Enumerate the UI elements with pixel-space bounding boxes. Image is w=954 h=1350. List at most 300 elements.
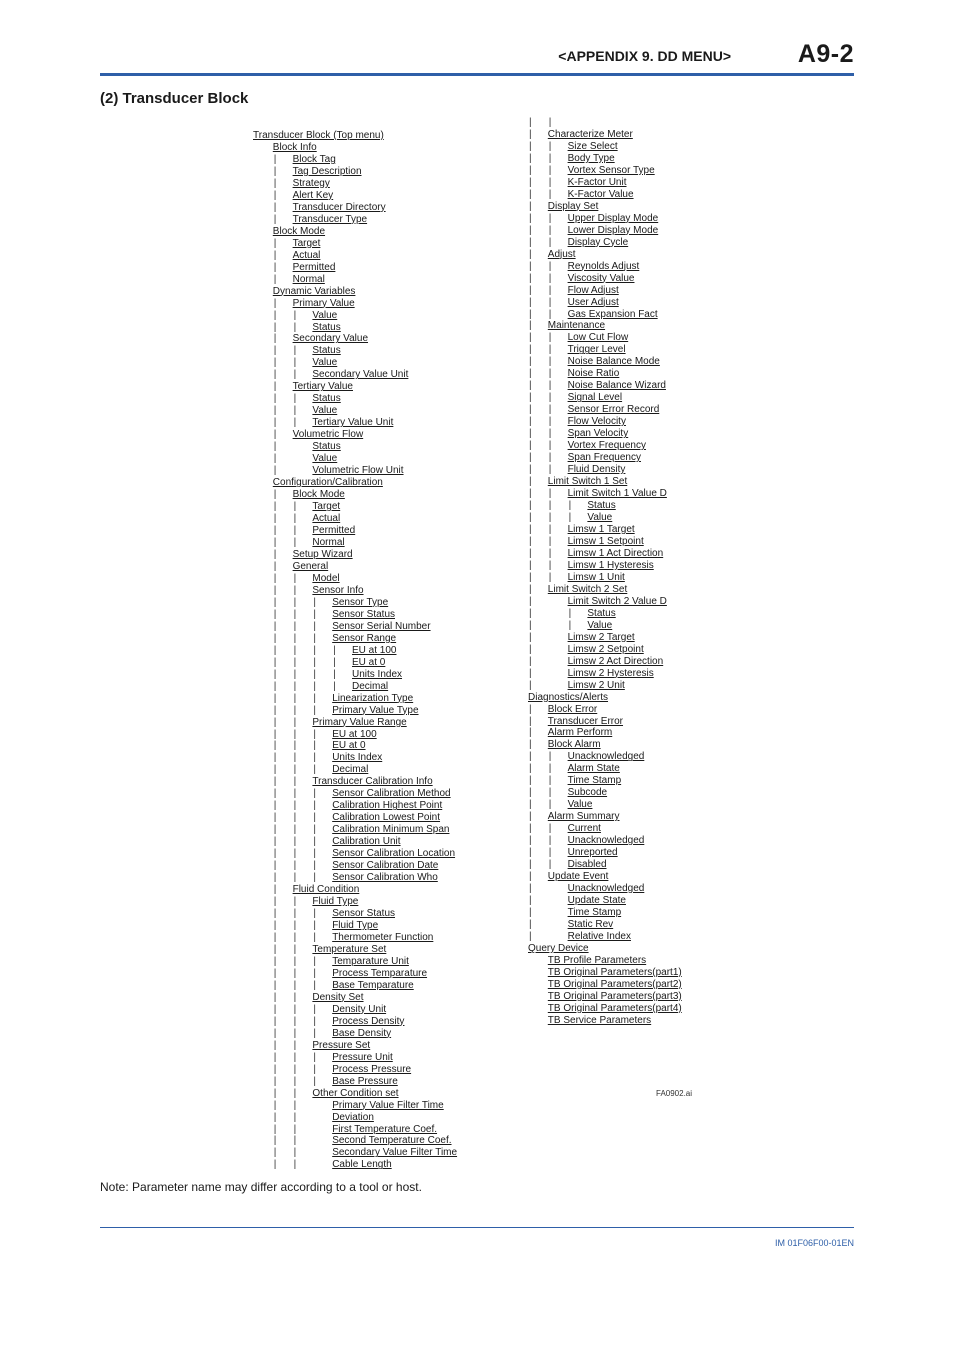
- tree-connector-line: |: [529, 296, 532, 308]
- menu-item-label: Limsw 2 Hysteresis: [567, 667, 654, 679]
- menu-item-label: Setup Wizard: [292, 548, 353, 560]
- tree-connector-line: |: [273, 501, 277, 513]
- tree-connector-line: |: [529, 117, 532, 128]
- menu-tree-item: [528, 692, 728, 704]
- tree-connector-line: |: [293, 836, 297, 848]
- tree-connector-line: |: [293, 656, 297, 668]
- menu-item-label: Alarm Summary: [547, 811, 620, 823]
- menu-item-label: Limsw 1 Act Direction: [567, 547, 664, 559]
- tree-connector-line: |: [293, 955, 297, 967]
- tree-connector-line: |: [273, 213, 277, 225]
- menu-tree-item: [528, 704, 728, 716]
- menu-item-label: Pressure Set: [312, 1039, 371, 1051]
- menu-item-label: Sensor Status: [332, 608, 395, 620]
- tree-connector-line: |: [548, 152, 552, 164]
- tree-connector-line: |: [273, 1099, 277, 1111]
- tree-connector-line: |: [529, 200, 532, 212]
- menu-item-label: Calibration Minimum Span: [332, 824, 450, 836]
- menu-item-label: Display Set: [547, 200, 599, 212]
- menu-tree-item: [253, 729, 523, 741]
- tree-connector-line: |: [293, 1003, 297, 1015]
- menu-tree-item: [528, 141, 728, 153]
- tree-connector-line: |: [273, 608, 277, 620]
- menu-tree-item: [253, 405, 523, 417]
- menu-item-label: Block Error: [547, 703, 598, 715]
- tree-connector-line: |: [293, 536, 297, 548]
- tree-connector-line: |: [273, 752, 277, 764]
- tree-connector-line: |: [293, 860, 297, 872]
- tree-connector-line: |: [529, 284, 532, 296]
- tree-connector-line: |: [293, 345, 297, 357]
- menu-item-label: Sensor Calibration Date: [332, 860, 439, 872]
- tree-connector-line: |: [529, 224, 532, 236]
- tree-connector-line: |: [529, 500, 532, 512]
- tree-connector-line: |: [273, 776, 277, 788]
- menu-item-label: Vortex Sensor Type: [567, 164, 655, 176]
- tree-connector-line: |: [529, 559, 532, 571]
- tree-connector-line: |: [273, 560, 277, 572]
- menu-tree-item: [528, 931, 728, 943]
- tree-connector-line: |: [313, 1027, 316, 1039]
- menu-tree-item: [253, 549, 523, 561]
- tree-connector-line: |: [529, 272, 532, 284]
- tree-connector-line: |: [529, 883, 532, 895]
- tree-connector-line: |: [293, 908, 297, 920]
- menu-item-label: Limit Switch 2 Set: [547, 583, 628, 595]
- tree-connector-line: |: [529, 380, 532, 392]
- tree-connector-line: |: [273, 1039, 277, 1051]
- menu-tree-item: [253, 657, 523, 669]
- menu-tree-item: [253, 393, 523, 405]
- tree-connector-line: |: [529, 871, 532, 883]
- menu-tree-item: [253, 1135, 523, 1147]
- menu-item-label: Upper Display Mode: [567, 212, 659, 224]
- header-title: <APPENDIX 9. DD MENU>: [558, 48, 731, 64]
- menu-item-label: Sensor Type: [332, 596, 389, 608]
- tree-connector-line: |: [529, 703, 532, 715]
- menu-item-label: Sensor Status: [332, 908, 395, 920]
- tree-connector-line: |: [293, 1051, 297, 1063]
- tree-connector-line: |: [273, 345, 277, 357]
- tree-connector-line: |: [529, 918, 532, 930]
- tree-connector-line: |: [548, 775, 552, 787]
- tree-connector-line: |: [313, 1063, 316, 1075]
- menu-tree-item: [528, 201, 728, 213]
- menu-tree-item: [253, 345, 523, 357]
- menu-tree-item: [253, 717, 523, 729]
- menu-tree-item: [253, 740, 523, 752]
- tree-connector-line: |: [273, 644, 277, 656]
- tree-connector-line: |: [293, 800, 297, 812]
- tree-connector-line: |: [273, 632, 277, 644]
- menu-tree-item: [253, 836, 523, 848]
- tree-connector-line: |: [529, 464, 532, 476]
- tree-connector-line: |: [273, 441, 277, 453]
- menu-item-label: Static Rev: [567, 918, 614, 930]
- tree-connector-line: |: [273, 429, 277, 441]
- menu-tree-item: [528, 739, 728, 751]
- tree-connector-line: |: [273, 201, 277, 213]
- menu-tree-item: [253, 1112, 523, 1124]
- menu-item-label: EU at 100: [332, 728, 377, 740]
- menu-tree-item: [253, 681, 523, 693]
- menu-item-label: Tertiary Value: [292, 381, 353, 393]
- tree-connector-line: |: [529, 727, 532, 739]
- tree-connector-line: |: [273, 1027, 277, 1039]
- menu-tree-item: [253, 920, 523, 932]
- menu-tree-item: [253, 1016, 523, 1028]
- tree-connector-line: |: [273, 357, 277, 369]
- tree-connector-line: |: [293, 812, 297, 824]
- menu-tree-item: [528, 979, 728, 991]
- tree-connector-line: |: [313, 872, 316, 884]
- tree-connector-line: |: [313, 824, 316, 836]
- menu-item-label: Limsw 1 Unit: [567, 571, 625, 583]
- menu-tree-item: [528, 608, 728, 620]
- menu-tree-item: [253, 1159, 523, 1171]
- menu-item-label: Units Index: [332, 752, 383, 764]
- menu-tree-item: [253, 357, 523, 369]
- tree-connector-line: |: [273, 680, 277, 692]
- tree-connector-line: |: [273, 153, 277, 165]
- menu-item-label: Limit Switch 1 Set: [547, 476, 628, 488]
- tree-connector-line: |: [529, 595, 532, 607]
- menu-tree-item: [528, 464, 728, 476]
- tree-connector-line: |: [313, 1051, 316, 1063]
- menu-item-label: EU at 0: [332, 740, 366, 752]
- tree-connector-line: |: [293, 728, 297, 740]
- menu-item-label: Temperature Set: [312, 943, 387, 955]
- tree-connector-line: |: [529, 356, 532, 368]
- menu-tree-item: [253, 1088, 523, 1100]
- tree-connector-line: |: [548, 751, 552, 763]
- menu-item-label: Volumetric Flow Unit: [312, 465, 404, 477]
- menu-item-label: Status: [312, 393, 341, 405]
- tree-connector-line: |: [293, 896, 297, 908]
- tree-connector-line: |: [273, 189, 277, 201]
- menu-tree-item: [528, 536, 728, 548]
- tree-connector-line: |: [548, 464, 552, 476]
- tree-connector-line: |: [293, 572, 297, 584]
- menu-item-label: Fluid Type: [332, 920, 379, 932]
- menu-item-label: Alarm Perform: [547, 727, 613, 739]
- menu-tree-item: [528, 751, 728, 763]
- menu-item-label: Cable Length: [332, 1159, 392, 1171]
- tree-connector-line: |: [529, 655, 532, 667]
- menu-tree-item: [253, 142, 523, 154]
- menu-item-label: Value: [312, 309, 338, 321]
- tree-connector-line: |: [293, 393, 297, 405]
- tree-connector-line: |: [273, 1123, 277, 1135]
- figure-id: FA0902.ai: [656, 1089, 693, 1098]
- tree-connector-line: |: [293, 680, 297, 692]
- menu-tree-item: [253, 633, 523, 645]
- tree-connector-line: |: [529, 368, 532, 380]
- tree-connector-line: |: [273, 297, 277, 309]
- tree-connector-line: |: [273, 788, 277, 800]
- tree-connector-line: |: [313, 656, 316, 668]
- menu-tree-item: [528, 548, 728, 560]
- tree-connector-line: |: [273, 261, 277, 273]
- tree-connector-line: |: [273, 848, 277, 860]
- tree-connector-line: |: [529, 751, 532, 763]
- tree-connector-line: |: [293, 417, 297, 429]
- tree-connector-line: |: [313, 680, 316, 692]
- section-title: (2) Transducer Block: [100, 90, 249, 107]
- menu-item-label: Unreported: [567, 847, 618, 859]
- tree-connector-line: |: [529, 440, 532, 452]
- menu-tree-item: [528, 524, 728, 536]
- tree-connector-line: |: [293, 596, 297, 608]
- tree-connector-line: |: [273, 668, 277, 680]
- tree-connector-line: |: [293, 321, 297, 333]
- tree-connector-line: |: [273, 309, 277, 321]
- tree-connector-line: |: [273, 920, 277, 932]
- menu-item-label: Disabled: [567, 859, 607, 871]
- tree-connector-line: |: [273, 955, 277, 967]
- menu-item-label: Actual: [312, 513, 341, 525]
- tree-connector-line: |: [548, 260, 552, 272]
- menu-item-label: Limsw 1 Hysteresis: [567, 559, 654, 571]
- tree-connector-line: |: [293, 991, 297, 1003]
- menu-tree-item: [253, 537, 523, 549]
- tree-connector-line: |: [548, 416, 552, 428]
- menu-item-label: Status: [587, 607, 616, 619]
- menu-item-label: Linearization Type: [332, 692, 414, 704]
- menu-item-label: Value: [312, 357, 338, 369]
- menu-tree-item: [253, 956, 523, 968]
- tree-connector-line: |: [273, 740, 277, 752]
- menu-item-label: Base Temparature: [332, 979, 414, 991]
- menu-tree-item: [528, 656, 728, 668]
- menu-tree-item: [253, 274, 523, 286]
- tree-connector-line: |: [548, 117, 552, 128]
- menu-item-label: Size Select: [567, 140, 618, 152]
- tree-connector-line: |: [273, 884, 277, 896]
- menu-item-label: Other Condition set: [312, 1087, 399, 1099]
- tree-connector-line: |: [273, 393, 277, 405]
- menu-item-label: Density Set: [312, 991, 364, 1003]
- tree-connector-line: |: [273, 1003, 277, 1015]
- tree-connector-line: |: [293, 872, 297, 884]
- tree-connector-line: |: [293, 824, 297, 836]
- menu-tree-item: [528, 273, 728, 285]
- tree-connector-line: |: [273, 596, 277, 608]
- tree-connector-line: |: [293, 608, 297, 620]
- tree-connector-line: |: [273, 548, 277, 560]
- menu-tree-item: [528, 392, 728, 404]
- tree-connector-line: |: [529, 787, 532, 799]
- tree-connector-line: |: [529, 476, 532, 488]
- menu-tree-item: [528, 356, 728, 368]
- tree-connector-line: |: [529, 308, 532, 320]
- menu-item-label: Span Velocity: [567, 428, 629, 440]
- tree-connector-line: |: [529, 583, 532, 595]
- tree-connector-line: |: [273, 908, 277, 920]
- menu-tree-item: [528, 716, 728, 728]
- tree-connector-line: |: [548, 571, 552, 583]
- menu-item-label: Sensor Error Record: [567, 404, 660, 416]
- menu-tree-item: [253, 764, 523, 776]
- tree-connector-line: |: [313, 692, 316, 704]
- menu-item-label: Limsw 2 Unit: [567, 679, 625, 691]
- menu-tree-item: [528, 320, 728, 332]
- tree-connector-line: |: [548, 835, 552, 847]
- menu-tree-item: [528, 763, 728, 775]
- tree-connector-line: |: [293, 1099, 297, 1111]
- menu-item-label: Adjust: [547, 248, 576, 260]
- menu-item-label: Noise Balance Mode: [567, 356, 660, 368]
- menu-tree-item: [528, 309, 728, 321]
- tree-connector-line: |: [548, 452, 552, 464]
- note: Note: Parameter name may differ according to a tool or host.: [100, 1180, 422, 1194]
- menu-item-label: Transducer Block (Top menu): [253, 130, 384, 141]
- tree-connector-line: |: [293, 632, 297, 644]
- tree-connector-line: |: [548, 547, 552, 559]
- tree-connector-line: |: [548, 488, 552, 500]
- tree-connector-line: |: [293, 692, 297, 704]
- menu-item-label: Block Tag: [292, 153, 336, 165]
- menu-tree-item: [528, 799, 728, 811]
- tree-connector-line: |: [529, 152, 532, 164]
- tree-connector-line: |: [529, 140, 532, 152]
- tree-connector-line: |: [529, 835, 532, 847]
- menu-item-label: Value: [312, 405, 338, 417]
- menu-tree-item: [253, 800, 523, 812]
- menu-item-label: Span Frequency: [567, 452, 641, 464]
- menu-tree-item: [253, 417, 523, 429]
- tree-connector-line: |: [548, 308, 552, 320]
- menu-tree-item: [253, 1076, 523, 1088]
- tree-connector-line: |: [273, 872, 277, 884]
- menu-item-label: Tag Description: [292, 165, 362, 177]
- tree-connector-line: |: [313, 955, 316, 967]
- menu-item-label: Limsw 1 Setpoint: [567, 535, 644, 547]
- menu-item-label: Sensor Calibration Location: [332, 848, 456, 860]
- tree-connector-line: |: [273, 1147, 277, 1159]
- tree-connector-line: |: [293, 776, 297, 788]
- tree-connector-line: |: [273, 1063, 277, 1075]
- menu-tree-item: [528, 416, 728, 428]
- menu-item-label: Sensor Calibration Method: [332, 788, 451, 800]
- menu-item-label: Model: [312, 572, 340, 584]
- tree-connector-line: |: [313, 596, 316, 608]
- menu-tree-item: [253, 286, 523, 298]
- menu-tree-item: [253, 896, 523, 908]
- menu-item-label: Lower Display Mode: [567, 224, 659, 236]
- tree-connector-line: |: [293, 405, 297, 417]
- menu-item-label: Target: [312, 501, 341, 513]
- tree-connector-line: |: [273, 812, 277, 824]
- menu-item-label: Reynolds Adjust: [567, 260, 640, 272]
- menu-tree-item: [528, 500, 728, 512]
- tree-connector-line: |: [548, 859, 552, 871]
- menu-tree-item: [528, 596, 728, 608]
- tree-connector-line: |: [529, 547, 532, 559]
- menu-item-label: Display Cycle: [567, 236, 629, 248]
- menu-item-label: Base Pressure: [332, 1075, 398, 1087]
- tree-connector-line: |: [273, 943, 277, 955]
- menu-item-label: Tertiary Value Unit: [312, 417, 394, 429]
- menu-item-label: Transducer Type: [292, 213, 368, 225]
- tree-connector-line: |: [273, 1111, 277, 1123]
- menu-tree-item: [253, 166, 523, 178]
- menu-tree-item: [528, 213, 728, 225]
- menu-tree-item: [253, 573, 523, 585]
- tree-connector-line: |: [293, 1027, 297, 1039]
- menu-item-label: Unacknowledged: [567, 883, 645, 895]
- tree-connector-line: |: [313, 764, 316, 776]
- tree-connector-line: |: [529, 895, 532, 907]
- menu-tree-item: [253, 1052, 523, 1064]
- menu-item-label: TB Original Parameters(part1): [547, 966, 682, 978]
- tree-connector-line: |: [313, 800, 316, 812]
- tree-connector-line: |: [548, 428, 552, 440]
- tree-connector-line: |: [273, 991, 277, 1003]
- menu-item-label: Value: [567, 799, 593, 811]
- menu-item-label: Flow Velocity: [567, 416, 626, 428]
- tree-connector-line: |: [529, 823, 532, 835]
- menu-tree-item: [253, 178, 523, 190]
- tree-connector-line: |: [273, 249, 277, 261]
- tree-connector-line: |: [529, 404, 532, 416]
- tree-connector-line: |: [273, 979, 277, 991]
- menu-tree-item: [528, 428, 728, 440]
- tree-connector-line: |: [548, 500, 552, 512]
- menu-tree-item: [528, 967, 728, 979]
- menu-tree-item: [528, 297, 728, 309]
- tree-connector-line: |: [548, 296, 552, 308]
- tree-connector-line: |: [273, 896, 277, 908]
- tree-connector-line: |: [273, 704, 277, 716]
- tree-connector-line: |: [273, 525, 277, 536]
- menu-tree-item: [253, 1147, 523, 1159]
- menu-tree-item: [528, 859, 728, 871]
- tree-connector-line: |: [293, 967, 297, 979]
- tree-connector-line: |: [273, 860, 277, 872]
- menu-item-label: Time Stamp: [567, 775, 622, 787]
- tree-connector-line: |: [529, 811, 532, 823]
- menu-item-label: Fluid Condition: [292, 884, 360, 896]
- menu-tree-item: [528, 368, 728, 380]
- menu-tree-item: [528, 644, 728, 656]
- tree-connector-line: |: [313, 979, 316, 991]
- tree-connector-line: |: [273, 1135, 277, 1147]
- menu-item-label: Actual: [292, 249, 321, 261]
- menu-tree-item: [528, 1015, 728, 1027]
- tree-connector-line: |: [293, 1147, 297, 1159]
- tree-connector-line: |: [548, 512, 552, 523]
- menu-tree-item: [253, 501, 523, 513]
- menu-tree-item: [528, 907, 728, 919]
- menu-item-label: Status: [312, 345, 341, 357]
- menu-item-label: Fluid Density: [567, 464, 626, 476]
- tree-connector-line: |: [293, 369, 297, 381]
- menu-tree-item: [253, 609, 523, 621]
- menu-tree-item: [253, 250, 523, 262]
- menu-item-label: EU at 100: [352, 644, 397, 656]
- tree-connector-line: |: [529, 667, 532, 679]
- menu-item-label: Block Info: [272, 141, 317, 153]
- tree-connector-line: |: [548, 272, 552, 284]
- menu-tree-item: [253, 333, 523, 345]
- menu-item-label: Status: [312, 441, 341, 453]
- menu-item-label: Block Mode: [272, 225, 326, 237]
- tree-connector-line: |: [273, 692, 277, 704]
- menu-tree-item: [528, 117, 728, 129]
- menu-tree-item: [253, 1064, 523, 1076]
- tree-connector-line: |: [568, 607, 572, 619]
